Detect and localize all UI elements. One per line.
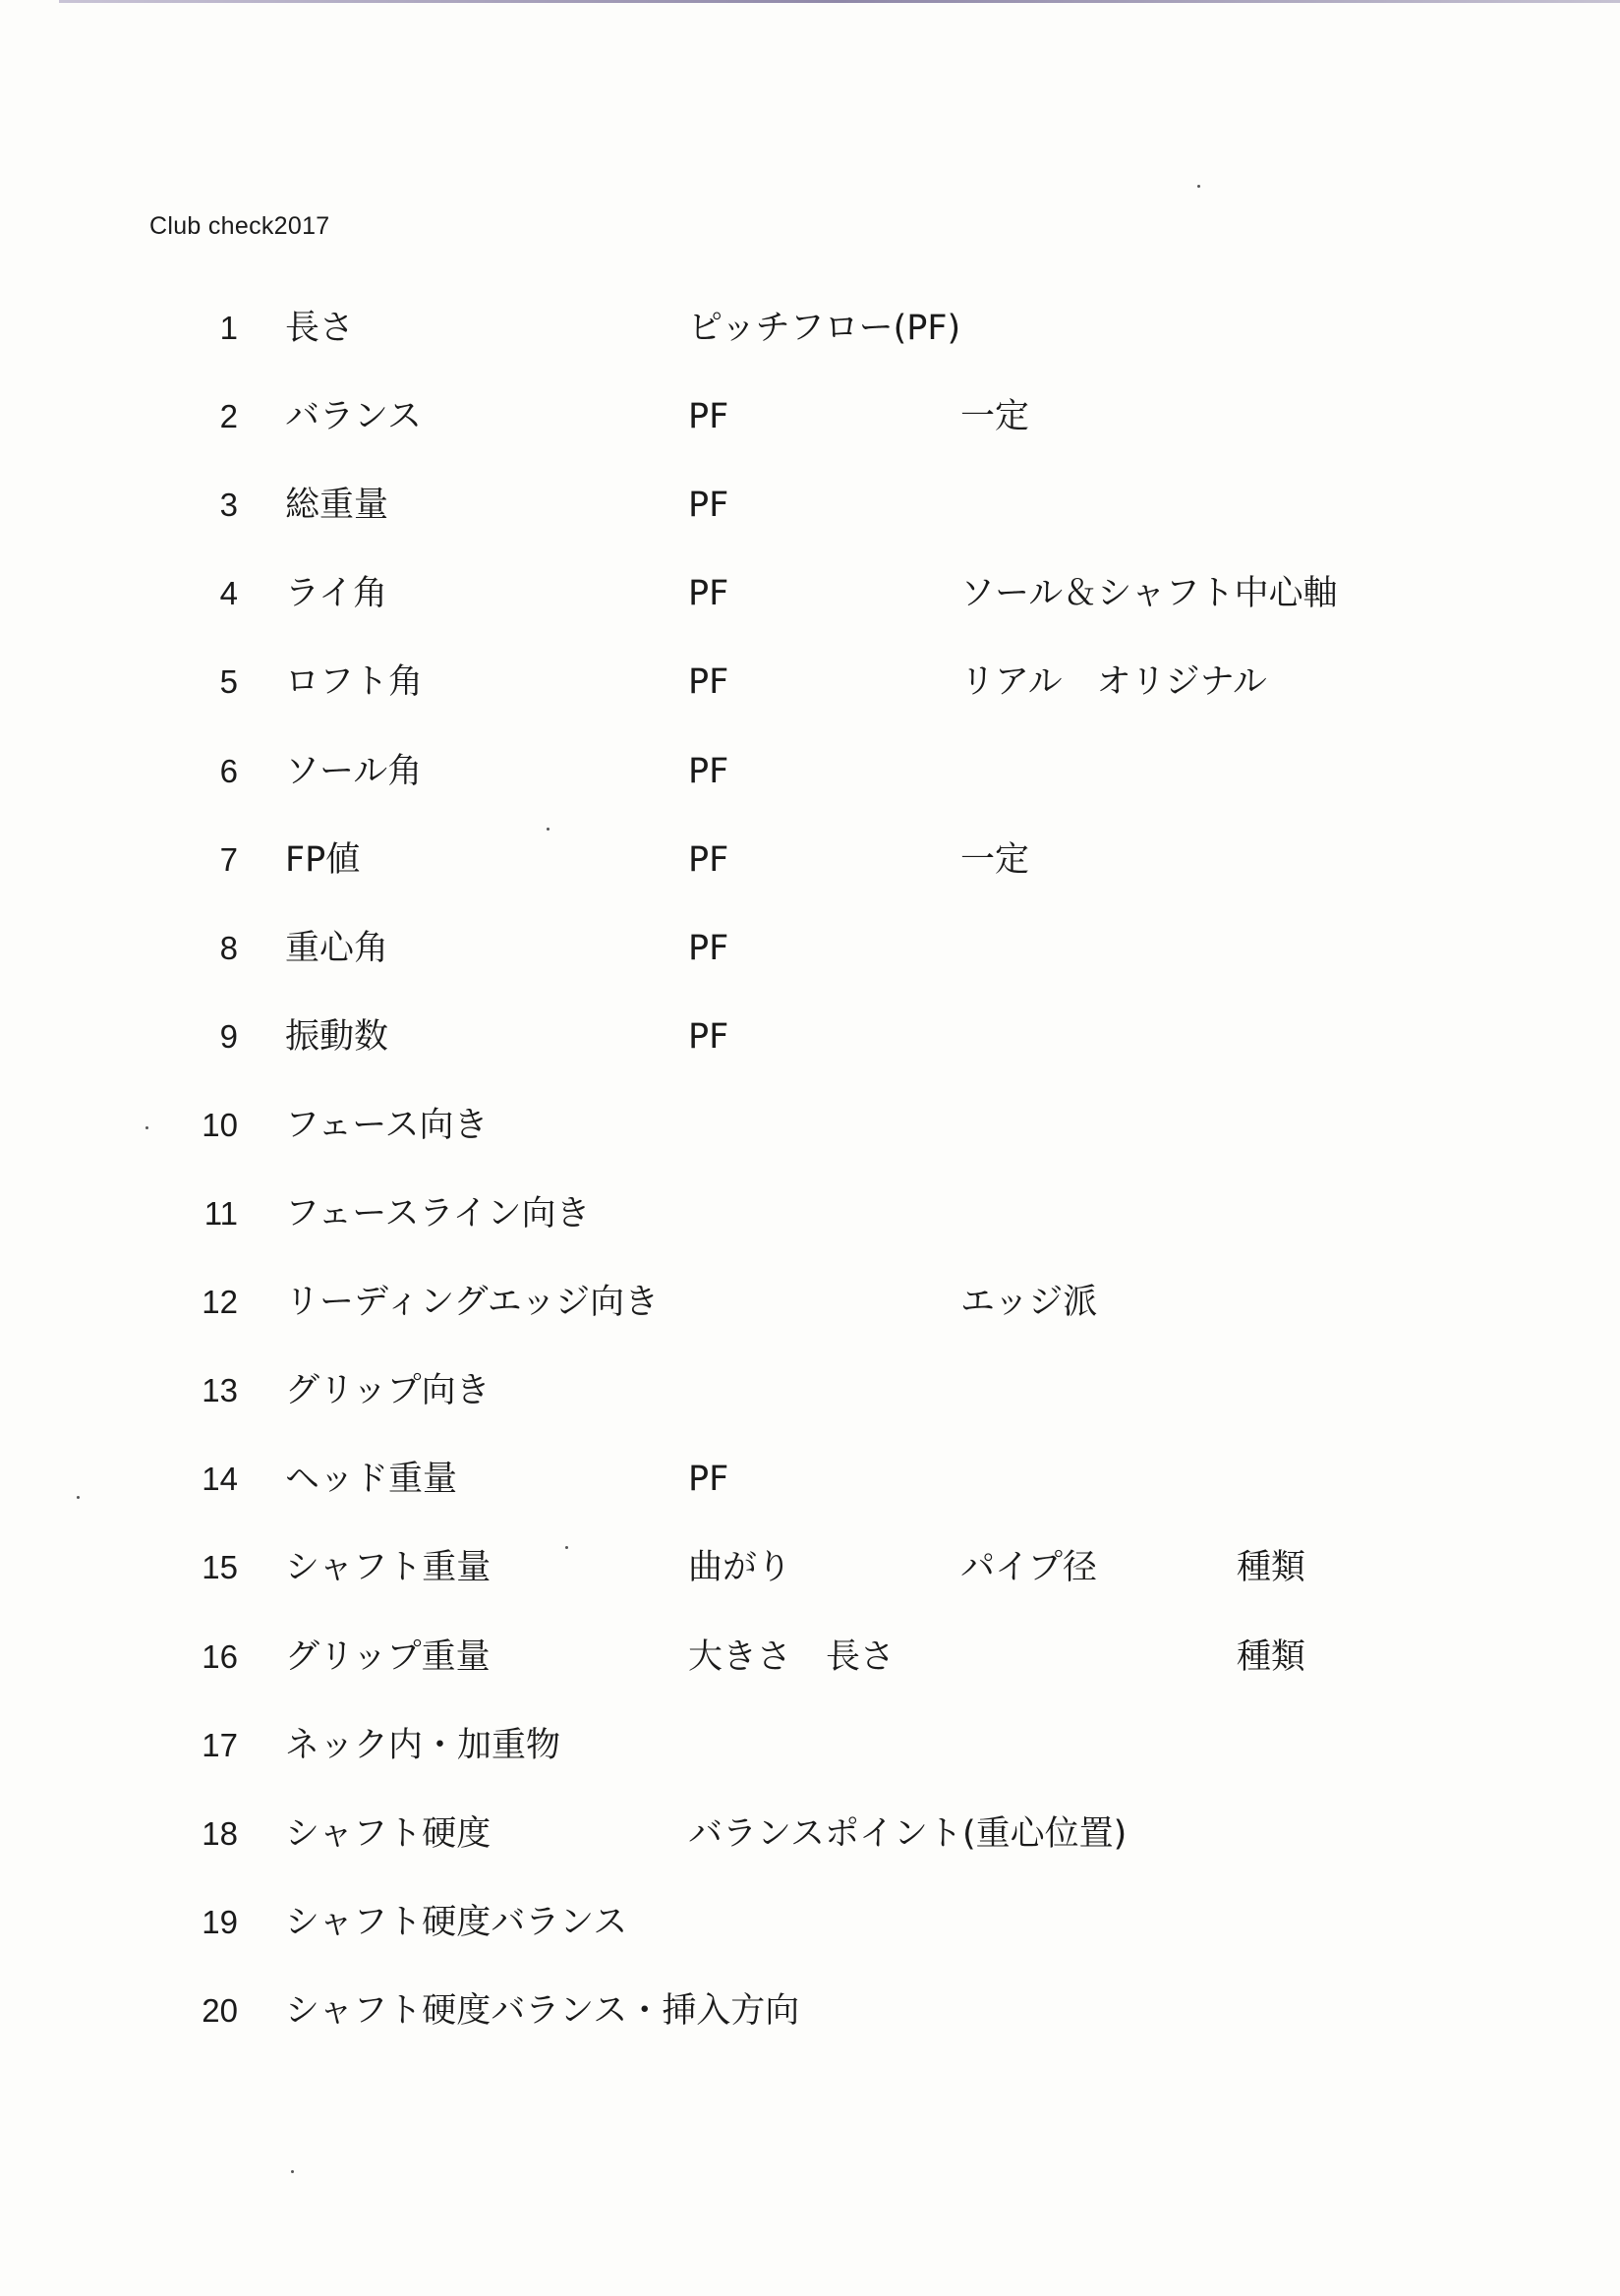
item-number: 15 (202, 1549, 238, 1586)
item-type: 種類 (1237, 1548, 1306, 1588)
item-note: 一定 (960, 839, 1030, 880)
scan-speck (291, 2170, 294, 2173)
item-number: 14 (202, 1461, 238, 1498)
item-name: ソール角 (285, 751, 423, 791)
checklist-row (0, 1013, 1620, 1072)
item-name: ロフト角 (285, 662, 424, 703)
item-name: 総重量 (285, 486, 389, 526)
item-number: 20 (202, 1991, 238, 2029)
item-number: 13 (202, 1372, 238, 1409)
checklist-row (0, 659, 1620, 718)
item-name: グリップ向き (285, 1371, 491, 1411)
item-method: PF (688, 397, 729, 437)
checklist-row (0, 1456, 1620, 1515)
scan-speck (1197, 185, 1200, 188)
item-name: 振動数 (285, 1016, 389, 1057)
checklist-row (0, 925, 1620, 984)
checklist-row (0, 1987, 1620, 2046)
checklist-row (0, 748, 1620, 807)
item-name: バランス (285, 397, 422, 437)
checklist-row (0, 1279, 1620, 1338)
document-title: Club check2017 (149, 212, 330, 240)
item-name: シャフト硬度バランス・挿入方向 (285, 1990, 800, 2031)
item-method: 曲がり (688, 1548, 792, 1588)
item-name: ライ角 (285, 574, 387, 614)
checklist-row (0, 570, 1620, 629)
item-number: 17 (202, 1726, 238, 1763)
item-name: 長さ (285, 309, 355, 348)
item-number: 18 (202, 1814, 238, 1852)
item-name: シャフト重量 (285, 1548, 492, 1588)
item-type: 種類 (1237, 1636, 1306, 1677)
item-method: PF (688, 1460, 729, 1500)
item-name: ヘッド重量 (285, 1460, 458, 1500)
item-name: シャフト硬度 (285, 1813, 492, 1854)
scan-speck (565, 1546, 568, 1549)
item-name: フェースライン向き (285, 1194, 591, 1234)
checklist-row (0, 1102, 1620, 1161)
item-name: グリップ重量 (285, 1636, 491, 1677)
checklist-row (0, 305, 1620, 364)
item-number: 7 (219, 840, 238, 878)
item-method: PF (688, 574, 729, 614)
checklist-row (0, 836, 1620, 895)
item-number: 8 (219, 929, 238, 966)
item-number: 10 (202, 1106, 238, 1143)
scan-speck (145, 1126, 148, 1129)
item-name: リーディングエッジ向き (285, 1283, 660, 1323)
item-name: フェース向き (285, 1105, 489, 1145)
item-note: エッジ派 (960, 1283, 1098, 1323)
item-name: ネック内・加重物 (285, 1725, 561, 1765)
item-number: 11 (203, 1195, 238, 1232)
checklist-row (0, 1367, 1620, 1426)
item-number: 4 (219, 575, 238, 612)
item-number: 16 (202, 1637, 238, 1675)
item-note: 一定 (960, 397, 1030, 437)
item-number: 19 (202, 1903, 238, 1940)
item-number: 12 (202, 1284, 238, 1321)
item-note: パイプ径 (960, 1548, 1097, 1588)
checklist-row (0, 1722, 1620, 1781)
scan-top-edge (59, 0, 1620, 3)
item-name: シャフト硬度バランス (285, 1902, 628, 1942)
item-method: バランスポイント(重心位置) (688, 1813, 1128, 1854)
item-method: PF (688, 1016, 729, 1057)
item-method: ピッチフロー(PF) (688, 309, 961, 348)
item-method: PF (688, 928, 729, 968)
checklist-row (0, 1544, 1620, 1603)
checklist-row (0, 1190, 1620, 1249)
item-number: 5 (219, 663, 238, 701)
item-number: 6 (219, 752, 238, 789)
checklist-row (0, 393, 1620, 452)
item-method: PF (688, 486, 729, 526)
item-method: PF (688, 662, 729, 703)
item-note: リアル オリジナル (960, 662, 1267, 703)
item-number: 1 (219, 310, 238, 346)
item-name: FP値 (285, 839, 361, 880)
item-number: 2 (219, 398, 238, 435)
item-name: 重心角 (285, 928, 389, 968)
item-note: ソール＆シャフト中心軸 (960, 574, 1338, 614)
scan-speck (77, 1496, 80, 1499)
item-method: 大きさ 長さ (688, 1636, 896, 1677)
checklist-row (0, 1899, 1620, 1958)
checklist-row (0, 1634, 1620, 1693)
scan-speck (547, 828, 550, 831)
checklist-row (0, 482, 1620, 541)
checklist-row (0, 1810, 1620, 1869)
item-number: 9 (219, 1017, 238, 1055)
item-method: PF (688, 839, 729, 880)
item-number: 3 (219, 487, 238, 524)
item-method: PF (688, 751, 729, 791)
